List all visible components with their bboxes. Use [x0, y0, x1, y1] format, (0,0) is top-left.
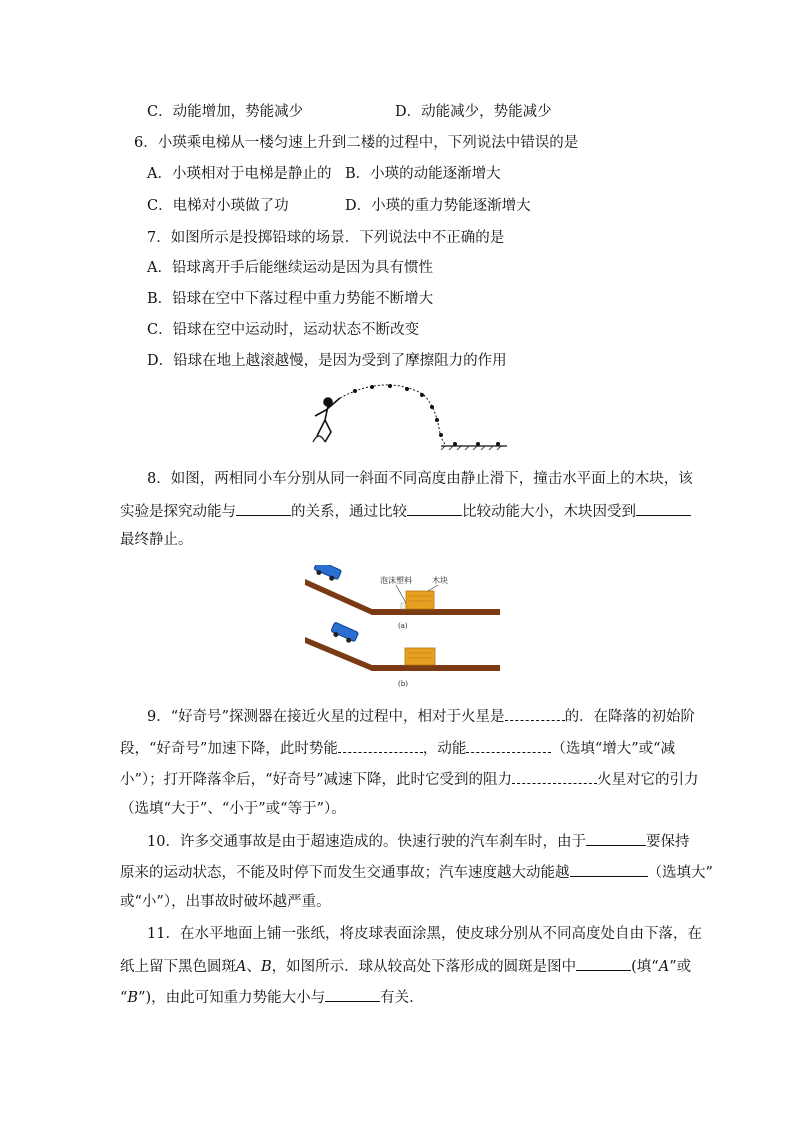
foam-pad-a	[401, 603, 406, 609]
q9-blank-4[interactable]	[512, 768, 597, 784]
q6-option-a: A．小瑛相对于电梯是静止的	[147, 166, 332, 182]
q6-stem: 6．小瑛乘电梯从一楼匀速上升到二楼的过程中，下列说法中错误的是	[134, 135, 579, 151]
q11-line2-text-a: 纸上留下黑色圆斑	[120, 959, 236, 975]
incline-cart-figure	[300, 565, 505, 690]
q9-line4: （选填“大于”、“小于”或“等于”）。	[120, 801, 346, 817]
q9-line2-text-c: （选填“增大”或“减	[551, 741, 676, 757]
incline-a	[305, 565, 500, 630]
q8-line2-text-c: 比较动能大小，木块因受到	[462, 504, 636, 520]
q11-line2-text-b: ，如图所示．球从较高处下落形成的圆斑是图中	[271, 959, 577, 975]
q8-line2-text-b: 的关系，通过比较	[291, 504, 407, 520]
q7-option-a: A．铅球离开手后能继续运动是因为具有惯性	[147, 260, 433, 276]
q9-line2-text-a: 段，“好奇号”加速下降，此时势能	[120, 741, 338, 757]
q11-line2	[120, 955, 691, 977]
shot-put-figure	[295, 380, 510, 450]
q11-line3-text-c: 有关．	[380, 990, 424, 1006]
q6-option-d: D．小瑛的重力势能逐渐增大	[345, 198, 531, 214]
q10-line1-text-b: 要保持	[645, 834, 690, 850]
q10-line1	[147, 830, 689, 852]
q9-line1-text-a: 9．“好奇号”探测器在接近火星的过程中，相对于火星是	[147, 709, 505, 725]
q8-blank-3[interactable]	[636, 500, 691, 516]
athlete-figure	[313, 398, 340, 442]
q10-line1-text-a: 10．许多交通事故是由于超速造成的。快速行驶的汽车刹车时，由于	[147, 834, 586, 850]
q6-option-b: B．小瑛的动能逐渐增大	[345, 166, 501, 182]
ground-hatching	[441, 446, 501, 450]
q8-line2	[120, 500, 691, 522]
q10-line2-text-a: 原来的运动状态，不能及时停下而发生交通事故；汽车速度越大动能越	[120, 865, 570, 881]
caption-a: (a)	[398, 622, 408, 630]
q11-blank-1[interactable]	[576, 955, 631, 971]
wood-block-b	[405, 648, 435, 665]
q9-line1-text-b: 的．在降落的初始阶	[564, 709, 696, 725]
q9-line3	[120, 768, 699, 790]
q11-blank-2[interactable]	[325, 986, 380, 1002]
q11-line2-sep: 、	[246, 959, 261, 975]
incline-b	[305, 622, 500, 688]
q9-line3-text-b: 火星对它的引力	[597, 772, 699, 788]
trajectory-path	[340, 385, 445, 444]
q11-choice-a: A	[658, 959, 670, 975]
cart-b	[329, 622, 358, 645]
q9-line1	[147, 705, 695, 727]
q10-blank-1[interactable]	[586, 830, 646, 846]
shot-positions	[353, 384, 500, 446]
label-foam: 泡沫塑料	[380, 576, 412, 585]
q11-choice-b: B	[127, 990, 139, 1006]
q11-var-a: A	[236, 959, 247, 975]
q11-var-b: B	[260, 959, 272, 975]
q7-option-d: D．铅球在地上越滚越慢，是因为受到了摩擦阻力的作用	[147, 353, 507, 369]
q7-option-c: C．铅球在空中运动时，运动状态不断改变	[147, 322, 420, 338]
q11-line3	[120, 986, 424, 1008]
q5-option-d: D．动能减少，势能减少	[395, 104, 552, 120]
q9-line2	[120, 737, 675, 759]
q8-blank-2[interactable]	[407, 500, 462, 516]
caption-b: (b)	[398, 680, 408, 688]
q10-blank-2[interactable]	[570, 861, 648, 877]
q10-line2	[120, 861, 713, 883]
q10-line2-text-b: （选填大”	[647, 865, 713, 881]
q8-blank-1[interactable]	[236, 500, 291, 516]
q8-line3: 最终静止。	[120, 532, 193, 548]
q9-line2-text-b: ，动能	[422, 741, 467, 757]
q7-stem: 7．如图所示是投掷铅球的场景．下列说法中不正确的是	[147, 230, 505, 246]
q8-line1: 8．如图，两相同小车分别从同一斜面不同高度由静止滑下，撞击水平面上的木块，该	[147, 471, 693, 487]
wood-block-a	[406, 591, 434, 609]
q5-option-c: C．动能增加，势能减少	[147, 104, 304, 120]
q9-blank-3[interactable]	[466, 737, 551, 753]
q11-line2-text-d: ”或	[669, 959, 692, 975]
q9-blank-1[interactable]	[505, 705, 565, 721]
q11-line1: 11．在水平地面上铺一张纸，将皮球表面涂黑，使皮球分别从不同高度处自由下落，在	[147, 926, 702, 942]
label-block: 木块	[432, 576, 448, 585]
q6-option-c: C．电梯对小瑛做了功	[147, 198, 289, 214]
q11-line2-text-c: (填“	[631, 959, 659, 975]
q10-line3: 或“小”），出事故时破坏越严重。	[120, 894, 331, 910]
q9-line3-text-a: 小”）；打开降落伞后，“好奇号”减速下降，此时它受到的阻力	[120, 772, 512, 788]
q11-line3-text-a: “	[120, 990, 128, 1006]
q7-option-b: B．铅球在空中下落过程中重力势能不断增大	[147, 291, 434, 307]
q9-blank-2[interactable]	[338, 737, 423, 753]
cart-a	[312, 565, 341, 583]
q8-line2-text-a: 实验是探究动能与	[120, 504, 236, 520]
q11-line3-text-b: ”)，由此可知重力势能大小与	[138, 990, 326, 1006]
